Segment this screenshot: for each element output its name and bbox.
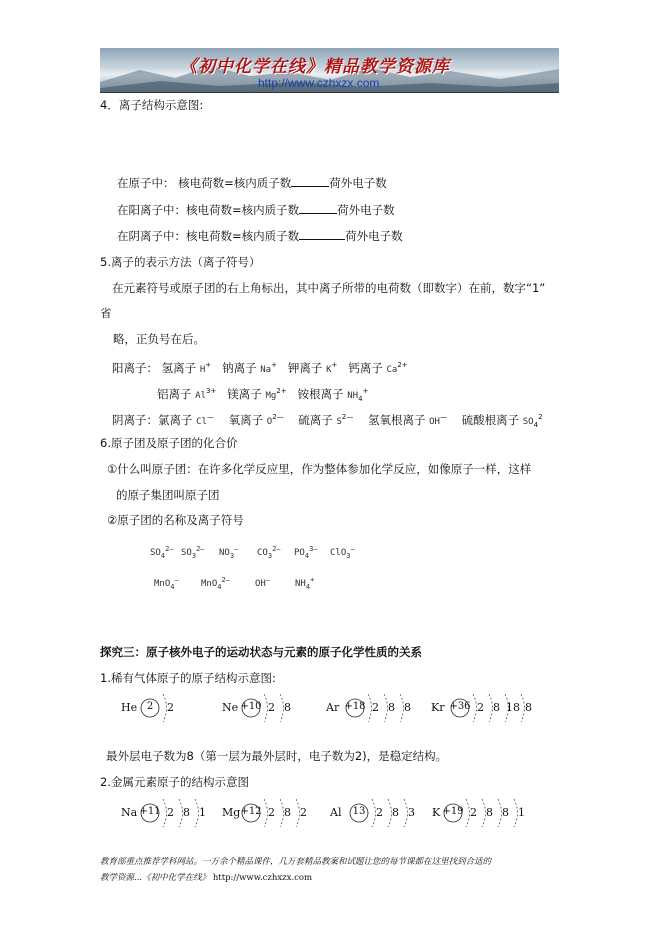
element-symbol: Kr [431, 701, 445, 714]
cation-row-2: 铝离子 $Al^{3+}$ 镁离子 $Mg^{2+}$ 铵根离子 $NH_4^+$ [157, 386, 369, 404]
electron-shell-arc [400, 694, 404, 722]
cation-rule-line: 在阳离子中：核电荷数=核内质子数 荷外电子数 [117, 203, 395, 217]
radical-symbol: $NH_4^+$ [295, 576, 315, 591]
shell-electron-count: 1 [518, 806, 525, 819]
section-5-desc-3: 略，正负号在后。 [113, 332, 205, 346]
shell-electron-count: 8 [392, 806, 399, 819]
electron-shell-arc [521, 694, 525, 722]
radical-symbol: $CO_3^{2—}$ [257, 545, 281, 560]
radical-symbol: $SO_3^{2—}$ [181, 545, 205, 560]
element-symbol: K [432, 806, 441, 819]
nuclear-charge: 13 [352, 806, 366, 817]
atom-structure-diagram [121, 797, 229, 829]
electron-shell-arc [368, 694, 372, 722]
electron-shell-arc [514, 799, 518, 827]
electron-shell-arc [163, 694, 167, 722]
section-6-heading: 6.原子团及原子团的化合价 [100, 436, 238, 450]
element-symbol: Ar [326, 701, 340, 714]
shell-electron-count: 8 [284, 806, 291, 819]
atom-structure-diagram [222, 692, 314, 724]
electron-shell-arc [163, 799, 167, 827]
element-symbol: Ne [222, 701, 239, 714]
footer-link[interactable]: http://www.czhxzx.com [212, 873, 313, 883]
shell-electron-count: 1 [199, 806, 206, 819]
electron-shell-arc [264, 694, 268, 722]
shell-electron-count: 2 [477, 701, 484, 714]
electron-shell-arc [489, 694, 493, 722]
shell-electron-count: 18 [506, 701, 520, 714]
atom-structure-diagram [222, 797, 330, 829]
shell-electron-count: 2 [470, 806, 477, 819]
nuclear-charge: 2 [146, 701, 154, 712]
electron-shell-arc [384, 694, 388, 722]
section-5-desc-2: 省 [100, 306, 112, 320]
section-6-q1-a: ①什么叫原子团：在许多化学反应里，作为整体参加化学反应，如像原子一样，这样 [107, 462, 532, 476]
section-5-heading: 5.离子的表示方法（离子符号） [100, 255, 261, 269]
electron-shell-arc [280, 694, 284, 722]
shell-electron-count: 3 [408, 806, 415, 819]
shell-electron-count: 8 [183, 806, 190, 819]
nuclear-charge: +18 [344, 701, 366, 712]
shell-electron-count: 2 [268, 806, 275, 819]
shell-electron-count: 8 [388, 701, 395, 714]
electron-shell-arc [473, 694, 477, 722]
shell-electron-count: 2 [372, 701, 379, 714]
section-5-desc-1: 在元素符号或原子团的右上角标出，其中离子所带的电荷数（即数字）在前，数字“1” [112, 281, 546, 295]
electron-shell-arc [388, 799, 392, 827]
electron-shell-arc [498, 799, 502, 827]
nuclear-charge: +19 [442, 806, 464, 817]
header-rule [100, 92, 559, 93]
atom-rule-line: 在原子中： 核电荷数=核内质子数 荷外电子数 [117, 176, 387, 190]
nuclear-charge: +10 [240, 701, 262, 712]
shell-electron-count: 8 [493, 701, 500, 714]
metal-subheading: 2.金属元素原子的结构示意图 [100, 775, 249, 789]
electron-shell-arc [372, 799, 376, 827]
element-symbol: Na [121, 806, 138, 819]
shell-electron-count: 2 [167, 701, 174, 714]
shell-electron-count: 2 [300, 806, 307, 819]
atom-structure-diagram [432, 797, 556, 829]
electron-shell-arc [195, 799, 199, 827]
section-4-heading: 4．离子结构示意图: [100, 98, 204, 112]
footer-line-1: 教育部重点推荐学科网站。一万余个精品课件，几万套精品教案和试题让您的每节课都在这里找到合适的 [100, 857, 492, 867]
cation-row-1: 阳离子： 氢离子 H+ 钠离子 Na+ 钾离子 K+ 钙离子 $Ca^{2+}$ [112, 360, 408, 375]
radical-symbol: $PO_4^{3—}$ [294, 545, 318, 560]
header-banner [100, 48, 559, 92]
electron-shell-arc [264, 799, 268, 827]
atom-structure-diagram [326, 692, 434, 724]
noble-gas-subheading: 1.稀有气体原子的原子结构示意图: [100, 671, 276, 685]
radical-symbol: OH— [255, 576, 271, 589]
radical-symbol: MnO$_4^{2—}$ [201, 576, 230, 591]
electron-shell-arc [482, 799, 486, 827]
electron-shell-arc [179, 799, 183, 827]
element-symbol: He [121, 701, 138, 714]
footer-line-2 [100, 871, 312, 883]
atom-structure-diagram [330, 797, 441, 829]
banner-title: 《初中化学在线》精品教学资源库 [180, 57, 450, 77]
section-6-q2: ②原子团的名称及离子符号 [107, 513, 244, 527]
nuclear-charge: +36 [449, 701, 471, 712]
shell-electron-count: 8 [404, 701, 411, 714]
anion-rule-line: 在阴离子中：核电荷数=核内质子数 荷外电子数 [117, 229, 403, 243]
electron-shell-arc [280, 799, 284, 827]
radical-symbol: ClO$_3$— [330, 545, 355, 560]
atom-structure-diagram [121, 692, 197, 724]
radical-symbol: MnO$_4$— [154, 576, 179, 591]
electron-shell-arc [404, 799, 408, 827]
nuclear-charge: +12 [240, 806, 262, 817]
stable-structure-note: 最外层电子数为8（第一层为最外层时，电子数为2)，是稳定结构。 [106, 749, 448, 763]
shell-electron-count: 8 [502, 806, 509, 819]
shell-electron-count: 8 [525, 701, 532, 714]
section-explore-3-heading: 探究三：原子核外电子的运动状态与元素的原子化学性质的关系 [100, 645, 422, 659]
element-symbol: Al [330, 806, 342, 819]
shell-electron-count: 8 [284, 701, 291, 714]
atom-structure-diagram [431, 692, 555, 724]
shell-electron-count: 2 [376, 806, 383, 819]
footer-site-name: 教学资源...《初中化学在线》 [100, 873, 211, 883]
radical-symbol: $SO_4^{2—}$ [150, 545, 174, 560]
anion-row: 阴离子：氯离子 Cl— 氧离子 $O^{2—}$ 硫离子 $S^{2—}$ 氢氧根离子 OH— 硫酸根离子 $SO_4^2$ [112, 412, 543, 430]
shell-electron-count: 8 [486, 806, 493, 819]
electron-shell-arc [466, 799, 470, 827]
shell-electron-count: 2 [167, 806, 174, 819]
radical-symbol: $NO_3^—$ [219, 545, 239, 560]
nuclear-charge: +11 [139, 806, 161, 817]
shell-electron-count: 2 [268, 701, 275, 714]
element-symbol: Mg [222, 806, 241, 819]
electron-shell-arc [296, 799, 300, 827]
banner-url[interactable]: http://www.czhxzx.com [258, 76, 380, 90]
section-6-q1-b: 的原子集团叫原子团 [116, 488, 220, 502]
